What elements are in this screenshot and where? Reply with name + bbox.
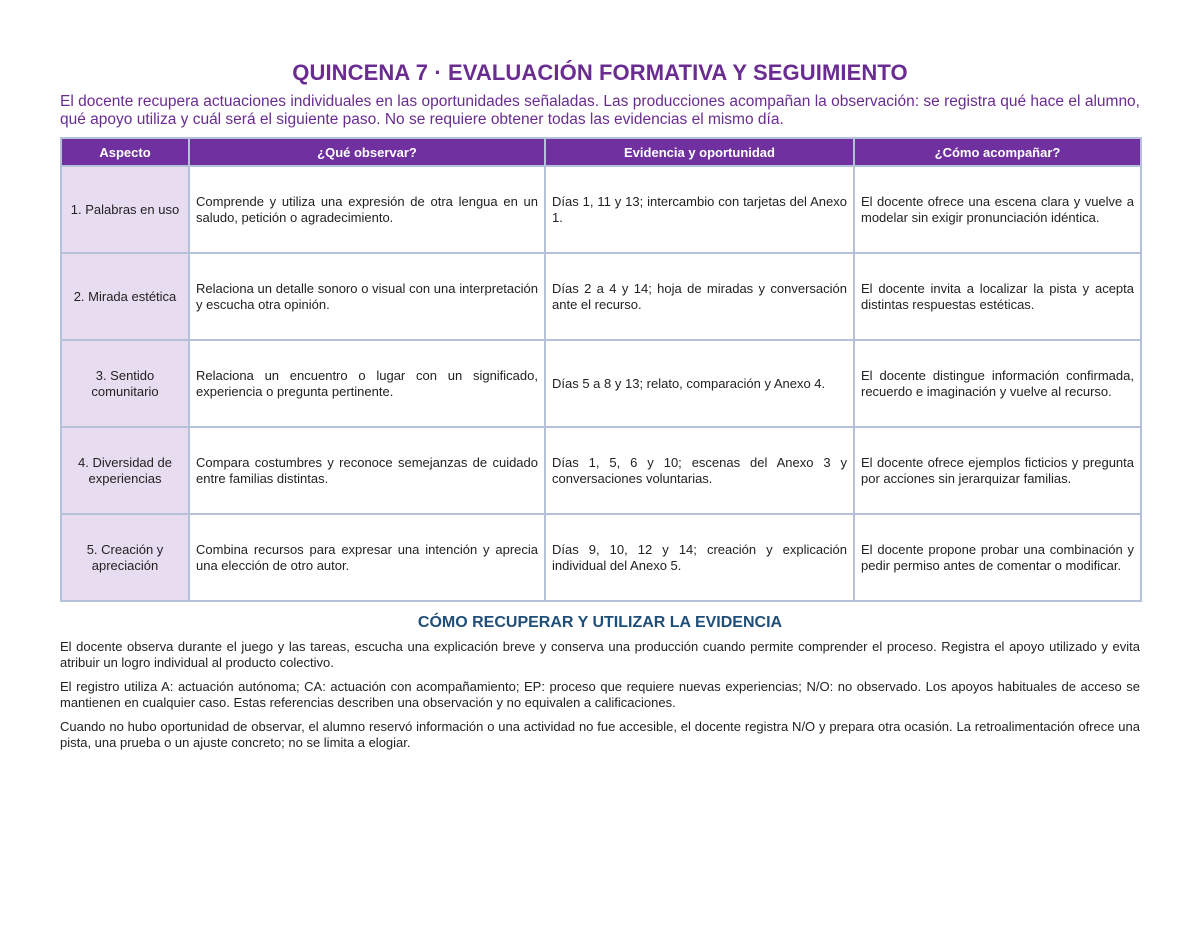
evaluation-table [60, 137, 1142, 602]
support-cell: El docente ofrece una escena clara y vuelve a modelar sin exigir pronunciación idéntica. [854, 166, 1141, 253]
aspect-cell: 3. Sentido comunitario [61, 340, 189, 427]
evidence-cell: Días 1, 11 y 13; intercambio con tarjetas del Anexo 1. [545, 166, 854, 253]
table-row [61, 340, 1141, 427]
table-row [61, 514, 1141, 601]
header-como-acompanar: ¿Cómo acompañar? [854, 138, 1141, 166]
table-header-row [61, 138, 1141, 166]
evidence-cell: Días 1, 5, 6 y 10; escenas del Anexo 3 y conversaciones voluntarias. [545, 427, 854, 514]
observe-cell: Compara costumbres y reconoce semejanzas de cuidado entre familias distintas. [189, 427, 545, 514]
observe-cell: Relaciona un encuentro o lugar con un significado, experiencia o pregunta pertinente. [189, 340, 545, 427]
evidence-paragraph: El docente observa durante el juego y las tareas, escucha una explicación breve y conserva una producción cuando permite comprender el proceso. Registra el apoyo utilizado y evita atribuir un logro individual al producto colectivo. [60, 639, 1140, 670]
aspect-cell: 5. Creación y apreciación [61, 514, 189, 601]
table-row [61, 253, 1141, 340]
evidence-cell: Días 2 a 4 y 14; hoja de miradas y conversación ante el recurso. [545, 253, 854, 340]
evidence-cell: Días 5 a 8 y 13; relato, comparación y Anexo 4. [545, 340, 854, 427]
document-title: QUINCENA 7 · EVALUACIÓN FORMATIVA Y SEGUIMIENTO [292, 60, 908, 85]
intro-paragraph: El docente recupera actuaciones individuales en las oportunidades señaladas. Las producciones acompañan la observación: se registra qué hace el alumno, qué apoyo utiliza y cuál será el siguiente paso. No se requiere obtener todas las evidencias el mismo día. [60, 93, 1140, 128]
aspect-cell: 1. Palabras en uso [61, 166, 189, 253]
support-cell: El docente distingue información confirmada, recuerdo e imaginación y vuelve al recurso. [854, 340, 1141, 427]
aspect-cell: 4. Diversidad de experiencias [61, 427, 189, 514]
observe-cell: Relaciona un detalle sonoro o visual con una interpretación y escucha otra opinión. [189, 253, 545, 340]
support-cell: El docente invita a localizar la pista y acepta distintas respuestas estéticas. [854, 253, 1141, 340]
support-cell: El docente ofrece ejemplos ficticios y pregunta por acciones sin jerarquizar familias. [854, 427, 1141, 514]
evidence-paragraph: El registro utiliza A: actuación autónoma; CA: actuación con acompañamiento; EP: proceso que requiere nuevas experiencias; N/O: no observado. Los apoyos habituales de acceso se mantienen en cualquier caso. Estas referencias describen una observación y no equivalen a calificaciones. [60, 679, 1140, 710]
evidence-section-title: CÓMO RECUPERAR Y UTILIZAR LA EVIDENCIA [417, 614, 783, 631]
table-row [61, 427, 1141, 514]
observe-cell: Combina recursos para expresar una intención y aprecia una elección de otro autor. [189, 514, 545, 601]
observe-cell: Comprende y utiliza una expresión de otra lengua en un saludo, petición o agradecimiento. [189, 166, 545, 253]
header-que-observar: ¿Qué observar? [189, 138, 545, 166]
evidence-cell: Días 9, 10, 12 y 14; creación y explicación individual del Anexo 5. [545, 514, 854, 601]
aspect-cell: 2. Mirada estética [61, 253, 189, 340]
header-evidencia: Evidencia y oportunidad [545, 138, 854, 166]
support-cell: El docente propone probar una combinación y pedir permiso antes de comentar o modificar. [854, 514, 1141, 601]
document-page [60, 58, 1140, 759]
table-row [61, 166, 1141, 253]
header-aspecto: Aspecto [61, 138, 189, 166]
evidence-paragraph: Cuando no hubo oportunidad de observar, el alumno reservó información o una actividad no fue accesible, el docente registra N/O y prepara otra ocasión. La retroalimentación ofrece una pista, una prueba o un ajuste concreto; no se limita a elogiar. [60, 719, 1140, 750]
